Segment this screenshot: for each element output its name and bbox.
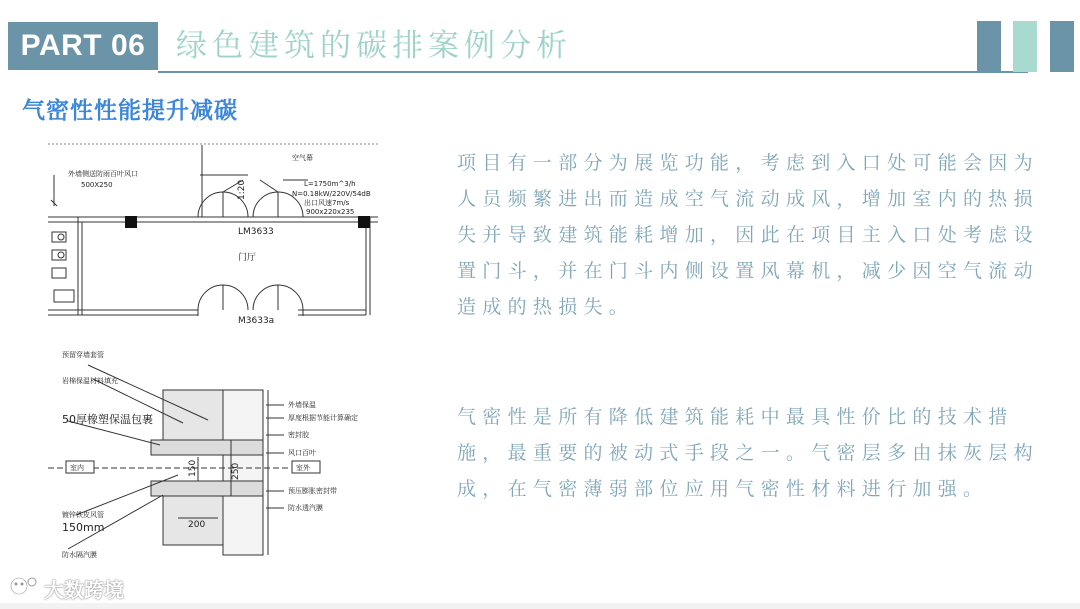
- label-breathable-membrane: 防水透汽膜: [288, 504, 323, 512]
- label-wall-sleeve: 预留穿墙套管: [62, 351, 104, 359]
- air-curtain-title: 空气幕: [292, 154, 313, 162]
- label-150mm: 150mm: [62, 521, 105, 534]
- scale-label: 1:20: [237, 179, 247, 200]
- decor-bar-3: [1050, 21, 1074, 72]
- label-seal-tape: 预压膨胀密封带: [288, 487, 337, 495]
- label-thickness: 厚度根据节能计算确定: [288, 414, 358, 422]
- decor-bar-1: [977, 21, 1001, 72]
- air-curtain-power: N=0.18kW/220V/54dB: [292, 190, 371, 198]
- bottom-strip: [0, 603, 1080, 609]
- floor-plan-svg: [48, 140, 378, 325]
- logo-face-icon: [8, 575, 38, 602]
- label-rockwool: 岩棉保温材料填充: [62, 377, 118, 385]
- label-sealant: 密封胶: [288, 431, 309, 439]
- label-vapor-barrier: 防水隔汽膜: [62, 551, 97, 559]
- label-louver: 风口百叶: [288, 449, 316, 457]
- room-name: 门厅: [238, 253, 257, 263]
- page-title: 绿色建筑的碳排案例分析: [176, 28, 572, 64]
- air-curtain-size: 900x220x235: [306, 208, 355, 216]
- dim-200: 200: [188, 520, 206, 530]
- label-duct: 镀锌铁皮风管: [62, 511, 104, 519]
- label-ext-insulation: 外墙保温: [288, 401, 316, 409]
- door-top-label: LM3633: [238, 227, 274, 237]
- part-label: PART 06: [8, 22, 158, 70]
- floor-plan-drawing: [48, 140, 378, 325]
- wall-section-drawing: [48, 335, 388, 575]
- label-indoor: 室内: [70, 464, 84, 472]
- header-divider: [158, 71, 1028, 73]
- air-curtain-flow: L=1750m^3/h: [304, 180, 356, 188]
- paragraph-vestibule: 项目有一部分为展览功能，考虑到入口处可能会因为人员频繁进出而造成空气流动成风，增加室内的热损失并导致建筑能耗增加，因此在项目主入口处考虑设置门斗，并在门斗内侧设置风幕机，减少因空气流动造成的热损失。: [457, 152, 1039, 318]
- door-bottom-label: M3633a: [238, 316, 275, 325]
- paragraph-airtightness: 气密性是所有降低建筑能耗中最具性价比的技术措施，最重要的被动式手段之一。气密层多由抹灰层构成，在气密薄弱部位应用气密性材料进行加强。: [457, 406, 1039, 500]
- section-title: 气密性性能提升减碳: [22, 98, 238, 124]
- column-right: [358, 216, 370, 228]
- label-rubber-insulation: 50厚橡塑保温包裹: [62, 413, 153, 426]
- watermark: [8, 572, 124, 604]
- column-left: [125, 216, 137, 228]
- dim-250: 250: [231, 462, 241, 480]
- air-curtain-speed: 出口风速7m/s: [304, 199, 350, 207]
- vent-size: 500X250: [81, 181, 113, 189]
- label-outdoor: 室外: [296, 464, 310, 472]
- wall-section-svg: [48, 335, 388, 575]
- dim-150: 150: [188, 459, 198, 477]
- vent-label: 外墙侧送防雨百叶风口: [68, 170, 138, 178]
- decor-bar-2: [1013, 21, 1037, 72]
- watermark-text: 大数跨境: [44, 577, 124, 602]
